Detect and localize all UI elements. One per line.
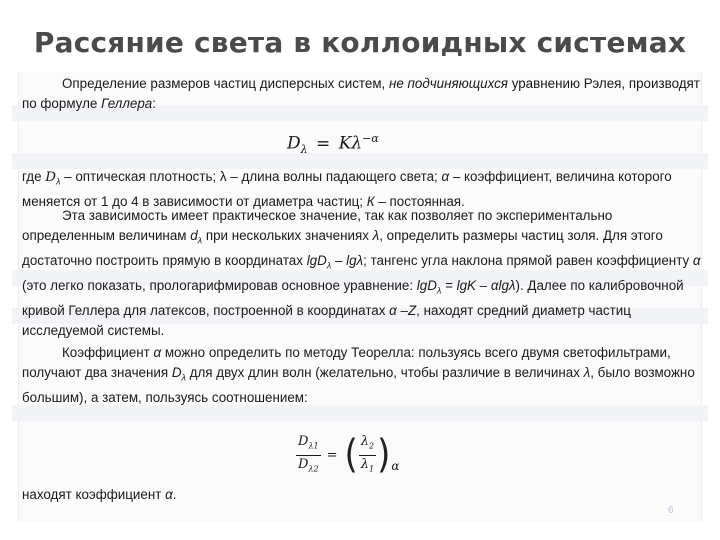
formula-k-lambda: Kλ [338, 133, 363, 154]
text-run: : [152, 95, 156, 111]
paragraph-teorell [22, 343, 702, 407]
text-run: при нескольких значениях [202, 227, 373, 243]
text-run: ). Далее по калибровочной кривой Геллера для латексов, построенной в координатах [22, 278, 684, 319]
symbol-alpha: α [441, 169, 450, 184]
text-run: уравнению Рэлея, производят по формуле [22, 76, 700, 111]
fraction-lambda [359, 433, 376, 477]
symbol-lambda: λ [372, 227, 380, 243]
text-run-italic: не подчиняющихся [389, 76, 508, 91]
fraction-numerator [359, 433, 376, 455]
formula-sub: λ [300, 143, 308, 157]
paragraph-conclusion [22, 485, 702, 505]
symbol-k: К [366, 194, 375, 210]
formula-d: D [298, 456, 309, 472]
paren-left: ( [344, 432, 358, 479]
text-run-italic: Геллера [101, 95, 153, 111]
symbol-sub: λ [436, 285, 442, 296]
text-run: – оптическая плотность; λ – длина волны падающего света; [60, 169, 442, 184]
text-run: Коэффициент [62, 345, 154, 360]
symbol-sub: λ [197, 235, 203, 246]
text-run: Эта зависимость имеет практическое значение, так как позволяет по экспериментально определенным величинам [22, 208, 613, 243]
text-run: – [331, 252, 347, 268]
formula-lambda: λ [360, 434, 370, 449]
text-run: для двух длин волн (желательно, чтобы различие в величинах [185, 364, 584, 380]
formula-sub: λ1 [308, 441, 319, 451]
paren-right: ) [377, 432, 391, 479]
formula-d: D [287, 133, 301, 154]
formula-sub: 1 [369, 464, 375, 474]
symbol-alpha: α [692, 252, 701, 268]
symbol-sub: λ [181, 372, 186, 383]
symbol-d: D [45, 170, 57, 185]
text-run: , определить размеры частиц золя. Для этого достаточно построить прямую в координатах [22, 227, 663, 268]
paragraph-intro [22, 74, 702, 113]
symbol-lambda: λ [583, 364, 591, 380]
symbol-sub: λ [56, 176, 61, 187]
text-run: можно определить по методу Теорелла: пользуясь всего двумя светофильтрами, получают два значения [22, 345, 671, 380]
text-run: , находят средний диаметр частиц исследуемой системы. [22, 303, 631, 338]
formula-exp: −α [362, 132, 379, 145]
text-run: находят коэффициент [22, 487, 166, 502]
text-run: Определение размеров частиц дисперсных систем, [62, 76, 389, 91]
symbol-alpha: α [153, 345, 162, 360]
fraction-numerator [296, 433, 321, 455]
page-number: 6 [668, 505, 674, 516]
text-run: . [172, 487, 177, 502]
symbol-lgd: lgD [306, 252, 327, 268]
symbol-d: d [190, 227, 198, 243]
formula-teorell: $\frac{D_{\lambda 1}}{D_{\lambda 2}}$ = ( $\frac{\lambda_2}{\lambda_1}$ ) α [298, 432, 400, 479]
text-run: где [22, 169, 46, 184]
formula-exp-alpha: α [391, 459, 400, 474]
fraction-denominator [359, 456, 376, 478]
formula-lambda: λ [360, 456, 370, 472]
text-run: – коэффициент, величина которого меняется от 1 до 4 в зависимости от диаметра частиц; [22, 169, 672, 210]
symbol-sub: λ [326, 260, 332, 271]
formula-d: D [298, 434, 309, 449]
text-run: ; тангенс угла наклона прямой равен коэффициенту [363, 252, 693, 268]
formula-sub: λ2 [308, 464, 319, 474]
symbol-lglambda: lgλ [346, 252, 364, 268]
text-run: (это легко показать, прологарифмировав основное уравнение: [22, 278, 417, 294]
paragraph-method [22, 206, 702, 341]
symbol-d: D [171, 364, 182, 380]
fraction-d [296, 433, 321, 477]
formula-sub: 2 [369, 441, 375, 451]
text-run: – постоянная. [374, 194, 465, 210]
equation-inline: = lgK – αlgλ [441, 278, 516, 294]
fraction-denominator [296, 456, 321, 478]
symbol-alpha: α [165, 487, 173, 502]
formula-geller: $D_\lambda = K\lambda^{-\alpha}$ [287, 132, 379, 157]
slide-title: Рассяние света в коллоидных системах [33, 26, 687, 59]
text-run: , было возможно большим), а затем, пользуясь соотношением: [22, 364, 695, 405]
symbol-lgd: lgD [416, 278, 437, 294]
symbol-alpha-z: α –Z [389, 303, 417, 319]
